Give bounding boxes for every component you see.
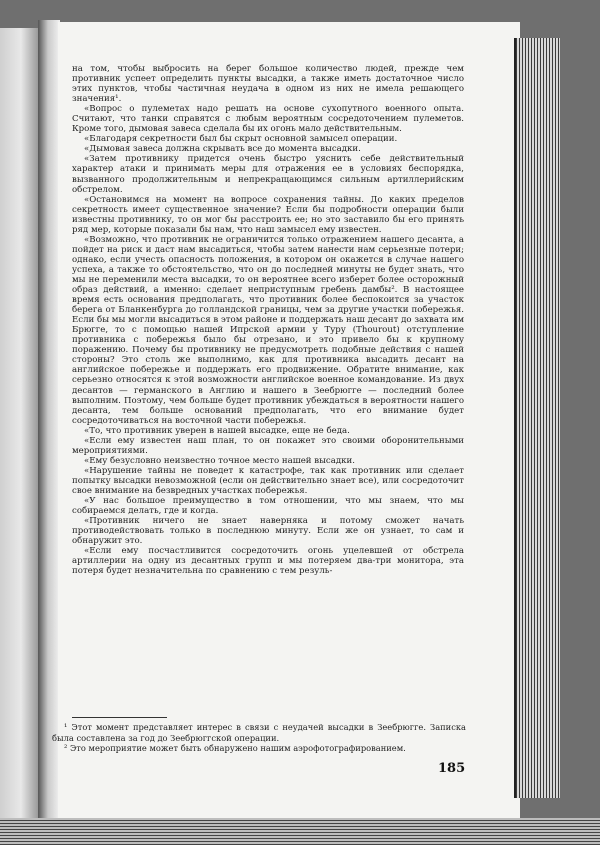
paragraph: «Вопрос о пулеметах надо решать на основе сухопутного военного опыта. Считают, что танки справятся с любым вероятным сосредоточением пулеметов. Кроме того, дымовая завеса сделала бы их огонь мало действительным. [72, 104, 464, 135]
paragraph: «Благодаря секретности был бы скрыт основной замысел операции. [84, 134, 398, 145]
footnote: ² Это мероприятие может быть обнаружено нашим аэрофотографированием. [64, 743, 406, 753]
paragraph: на том, чтобы выбросить на берег большое количество людей, прежде чем противник успеет определить пункты высадки, а также иметь достаточное число этих пунктов, чтобы частичная неудача в одном из них не имела решающего значения¹. [72, 64, 464, 105]
paragraph: «Если ему известен наш план, то он покажет это своими оборонительными мероприятиями. [72, 435, 464, 456]
paragraph: «Дымовая завеса должна скрывать все до момента высадки. [84, 144, 361, 155]
page-number: 185 [438, 761, 466, 776]
paragraph: «Остановимся на момент на вопросе сохранения тайны. До каких пределов секретность имеет существенное значение? Если бы подробности операции были известны противнику, то он мог бы расстроить ее; но это заставило бы его принять ряд мер, которые показали бы нам, что наш замысел ему известен. [72, 194, 464, 235]
paragraph: «Затем противнику придется очень быстро уяснить себе действительный характер атаки и принимать меры для отражения ее в условиях беспорядка, вызванного продолжительным и непрекращающимся сильным артиллерийским обстрелом. [72, 154, 464, 195]
paragraph: «То, что противник уверен в нашей высадке, еще не беда. [84, 425, 350, 436]
page-stack-edges [514, 38, 560, 798]
book-gutter [38, 20, 60, 820]
paragraph: «Возможно, что противник не ограничится только отражением нашего десанта, а пойдет на риск и даст нам высадиться, чтобы затем нанести нам серьезные потери; однако, если учесть опасность положения, в котором он окажется в случае нашего успеха, а также то обстоятельство, что он до последней минуты не будет знать, что мы не переменили места высадки, то он вероятнее всего изберет более осторожный образ действий, а именно: сделает неприступным гребень дамбы². В настоящее время есть основания предполагать, что противник более беспокоится за участок берега от Бланкенбурга до голландской границы, чем за другие участки побережья. Если бы мы могли высадиться в этом районе и поддержать наш десант до захвата им Брюгге, то с помощью нашей Ипрской армии у Туру (Thourout) отступление противника с побережья было бы отрезано, и это привело бы к крупному поражению. Почему бы противнику не предусмотреть подобные действия с нашей стороны? Это столь же выполнимо, как для противника высадить десант на английское побережье и поддержать его продвижение. Обратите внимание, как серьезно относятся к этой возможности английское военное командование. Из двух десантов — германского в Англию и нашего в Зеебрюгге — последний более выполним. Поэтому, чем больше будет противник убеждаться в вероятности нашего десанта, тем больше оснований предполагать, что его внимание будет сосредоточиваться на восточной части побережья. [72, 234, 464, 426]
paragraph: «Противник ничего не знает наверняка и потому сможет начать противодействовать только в последнюю минуту. Если же он узнает, то сам и обнаружит это. [72, 516, 464, 547]
paragraph: «У нас большое преимущество в том отношении, что мы знаем, что мы собираемся делать, где и когда. [72, 496, 464, 517]
left-page-edge [0, 28, 38, 818]
footnote-rule [72, 717, 167, 718]
paragraph: «Нарушение тайны не поведет к катастрофе, так как противник или сделает попытку высадки невозможной (если он действительно знает все), или сосредоточит свое внимание на безвредных участках побережья. [72, 465, 464, 496]
bottom-page-edges [0, 818, 600, 845]
footnote: ¹ Этот момент представляет интерес в связи с неудачей высадки в Зеебрюгге. Записка была составлена за год до Зеебрюггской операции. [52, 722, 466, 743]
paragraph: «Ему безусловно неизвестно точное место нашей высадки. [84, 455, 355, 466]
body-text [72, 64, 464, 576]
footnotes [52, 722, 466, 754]
paragraph: «Если ему посчастливится сосредоточить огонь уцелевшей от обстрела артиллерии на одну из десантных групп и мы потеряем два-три монитора, эта потеря будет незначительна по сравнению с тем резуль- [72, 546, 464, 577]
